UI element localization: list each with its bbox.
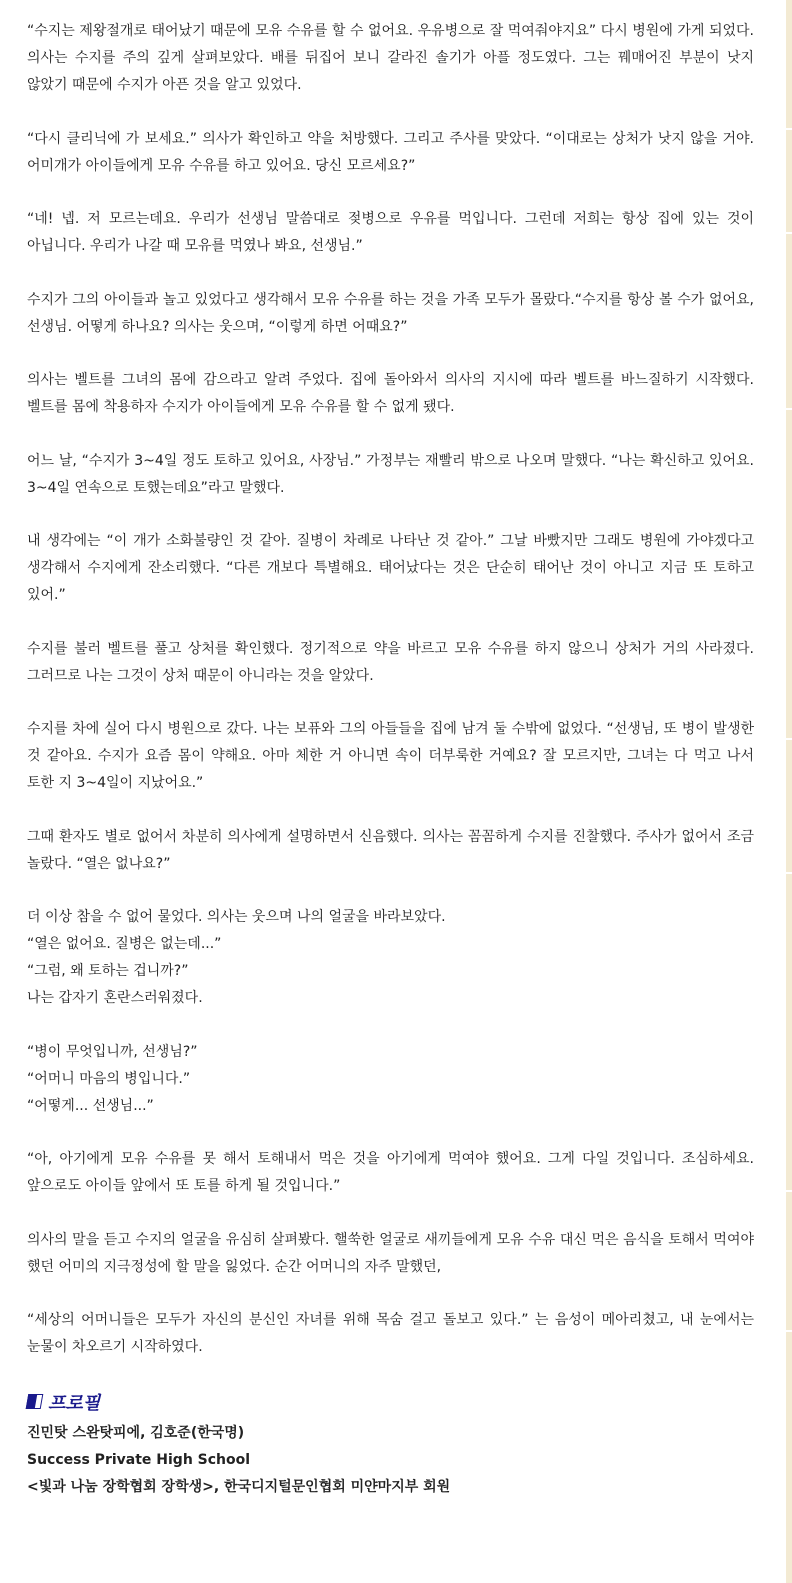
article-body bbox=[27, 18, 754, 1501]
paragraph-line: “수지는 제왕절개로 태어났기 때문에 모유 수유를 할 수 없어요. 우유병으로 잘 먹여줘야지요” 다시 병원에 가게 되었다. 의사는 수지를 주의 깊게 살펴보았다. 배를 뒤집어 보니 갈라진 솔기가 아플 정도였다. 그는 꿰매어진 부분이 낫지 않았기 때문에 수지가 아픈 것을 알고 있었다. bbox=[27, 23, 754, 93]
article-paragraphs bbox=[27, 18, 754, 1361]
profile-heading-label: 프로필 bbox=[48, 1392, 101, 1414]
paragraph-line: “그럼, 왜 토하는 겁니까?” bbox=[27, 963, 189, 979]
paragraph-line: “세상의 어머니들은 모두가 자신의 분신인 자녀를 위해 목숨 걸고 돌보고 있다.” 는 음성이 메아리쳤고, 내 눈에서는 눈물이 차오르기 시작하였다. bbox=[27, 1312, 754, 1355]
paragraph bbox=[27, 287, 754, 341]
paragraph-line: “어머니 마음의 병입니다.” bbox=[27, 1070, 191, 1087]
paragraph-line: 내 생각에는 “이 개가 소화불량인 것 같아. 질병이 차례로 나타난 것 같아.” 그날 바빴지만 그래도 병원에 가야겠다고 생각해서 수지에게 잔소리했다. “다른 개보다 특별해요. 태어났다는 것은 단순히 태어난 것이 아니고 지금 또 토하고 있어.” bbox=[27, 533, 754, 603]
paragraph bbox=[27, 528, 754, 609]
paragraph-line: 더 이상 참을 수 없어 물었다. 의사는 웃으며 나의 얼굴을 바라보았다. bbox=[27, 909, 446, 925]
paragraph-line: 나는 갑자기 혼란스러워졌다. bbox=[27, 990, 203, 1006]
paragraph bbox=[27, 904, 754, 1012]
paragraph-line: “네! 넵. 저 모르는데요. 우리가 선생님 말씀대로 젖병으로 우유를 먹입니다. 그런데 저희는 항상 집에 있는 것이 아닙니다. 우리가 나갈 때 모유를 먹였나 봐요, 선생님.” bbox=[27, 211, 754, 254]
paragraph bbox=[27, 126, 754, 180]
profile-affiliation: <빛과 나눔 장학협회 장학생>, 한국디지털문인협회 미얀마지부 회원 bbox=[27, 1478, 451, 1495]
page-side-strip bbox=[786, 0, 792, 1583]
paragraph bbox=[27, 367, 754, 421]
paragraph-line: “아, 아기에게 모유 수유를 못 해서 토해내서 먹은 것을 아기에게 먹여야 했어요. 그게 다일 것입니다. 조심하세요. 앞으로도 아이들 앞에서 또 토를 하게 될 것입니다.” bbox=[27, 1151, 754, 1194]
paragraph-line: “열은 없어요. 질병은 없는데...” bbox=[27, 936, 222, 952]
profile-school: Success Private High School bbox=[27, 1451, 251, 1468]
paragraph-line: “병이 무엇입니까, 선생님?” bbox=[27, 1043, 198, 1060]
paragraph bbox=[27, 18, 754, 99]
paragraph bbox=[27, 824, 754, 878]
paragraph-line: 그때 환자도 별로 없어서 차분히 의사에게 설명하면서 신음했다. 의사는 꼼꼼하게 수지를 진찰했다. 주사가 없어서 조금 놀랐다. “열은 없나요?” bbox=[27, 828, 754, 872]
paragraph-line: 수지가 그의 아이들과 놀고 있었다고 생각해서 모유 수유를 하는 것을 가족 모두가 몰랐다.“수지를 항상 볼 수가 없어요, 선생님. 어떻게 하나요? 의사는 웃으며, “이렇게 하면 어때요?” bbox=[27, 291, 754, 335]
paragraph bbox=[27, 1307, 754, 1361]
paragraph bbox=[27, 1227, 754, 1281]
profile-author-name: 진민탓 스완탓피에, 김호준(한국명) bbox=[27, 1424, 245, 1441]
paragraph-line: “다시 클리닉에 가 보세요.” 의사가 확인하고 약을 처방했다. 그리고 주사를 맞았다. “이대로는 상처가 낫지 않을 거야. 어미개가 아이들에게 모유 수유를 하고 있어요. 당신 모르세요?” bbox=[27, 130, 754, 174]
author-profile bbox=[27, 1388, 754, 1501]
paragraph-line: 수지를 차에 실어 다시 병원으로 갔다. 나는 보퓨와 그의 아들들을 집에 남겨 둘 수밖에 없었다. “선생님, 또 병이 발생한 것 같아요. 수지가 요즘 몸이 약해요. 아마 체한 거 아니면 속이 더부룩한 거예요? 잘 모르지만, 그녀는 다 먹고 나서 토한 지 3~4일이 지났어요.” bbox=[27, 721, 754, 791]
paragraph-line: “어떻게... 선생님...” bbox=[27, 1097, 154, 1114]
paragraph-line: 의사는 벨트를 그녀의 몸에 감으라고 알려 주었다. 집에 돌아와서 의사의 지시에 따라 벨트를 바느질하기 시작했다. 벨트를 몸에 착용하자 수지가 아이들에게 모유 수유를 할 수 없게 됐다. bbox=[27, 372, 754, 415]
paragraph-line: 의사의 말을 듣고 수지의 얼굴을 유심히 살펴봤다. 핼쑥한 얼굴로 새끼들에게 모유 수유 대신 먹은 음식을 토해서 먹여야 했던 어미의 지극정성에 할 말을 잃었다. 순간 어머니의 자주 말했던, bbox=[27, 1231, 754, 1275]
paragraph-line: 어느 날, “수지가 3~4일 정도 토하고 있어요, 사장님.” 가정부는 재빨리 밖으로 나오며 말했다. “나는 확신하고 있어요. 3~4일 연속으로 토했는데요”라고 말했다. bbox=[27, 452, 754, 496]
profile-heading bbox=[27, 1388, 754, 1416]
paragraph bbox=[27, 448, 754, 502]
paragraph bbox=[27, 716, 754, 797]
paragraph bbox=[27, 206, 754, 260]
paragraph bbox=[27, 636, 754, 690]
paragraph bbox=[27, 1146, 754, 1200]
square-bullet-icon bbox=[26, 1394, 44, 1409]
paragraph-line: 수지를 불러 벨트를 풀고 상처를 확인했다. 정기적으로 약을 바르고 모유 수유를 하지 않으니 상처가 거의 사라졌다. 그러므로 나는 그것이 상처 때문이 아니라는 것을 알았다. bbox=[27, 640, 754, 684]
paragraph bbox=[27, 1039, 754, 1120]
